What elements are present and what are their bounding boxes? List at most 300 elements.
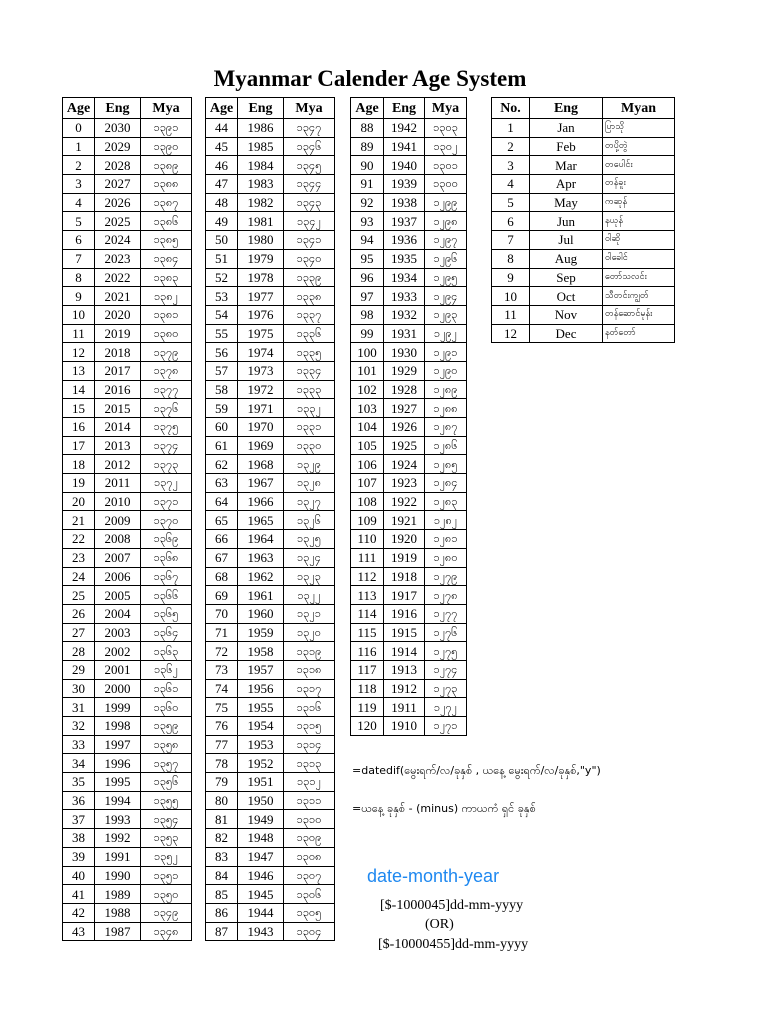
eng-year-cell: 1962: [238, 567, 284, 586]
table-row: [63, 492, 192, 511]
age-cell: 103: [351, 399, 384, 418]
mya-year-cell: ၁၂၉၈: [425, 212, 467, 231]
eng-year-cell: 1917: [384, 586, 425, 605]
eng-year-cell: 1912: [384, 679, 425, 698]
age-cell: 31: [63, 698, 95, 717]
mya-year-cell: ၁၃၄၁: [284, 231, 335, 250]
eng-year-cell: 1918: [384, 567, 425, 586]
eng-year-cell: 1971: [238, 399, 284, 418]
table-row: [63, 735, 192, 754]
eng-year-cell: 1997: [95, 735, 141, 754]
table-row: [63, 866, 192, 885]
age-cell: 72: [206, 642, 238, 661]
eng-year-cell: 1911: [384, 698, 425, 717]
myan-month-cell: နယုန်: [603, 212, 675, 231]
age-cell: 8: [63, 268, 95, 287]
mya-year-cell: ၁၃၀၁: [425, 156, 467, 175]
age-cell: 12: [63, 343, 95, 362]
mya-year-cell: ၁၃၁၄: [284, 735, 335, 754]
eng-year-cell: 1951: [238, 773, 284, 792]
age-cell: 71: [206, 623, 238, 642]
table-row: [206, 119, 335, 138]
eng-year-cell: 1981: [238, 212, 284, 231]
table-row: [206, 380, 335, 399]
age-cell: 42: [63, 903, 95, 922]
eng-year-cell: 2009: [95, 511, 141, 530]
table-row: [206, 604, 335, 623]
age-cell: 81: [206, 810, 238, 829]
age-cell: 104: [351, 418, 384, 437]
mya-year-cell: ၁၃၃၇: [284, 305, 335, 324]
eng-year-cell: 1976: [238, 305, 284, 324]
mya-year-cell: ၁၃၃၅: [284, 343, 335, 362]
table-row: [206, 922, 335, 941]
table-row: [206, 903, 335, 922]
age-cell: 4: [63, 193, 95, 212]
table-row: [63, 586, 192, 605]
table-row: [63, 268, 192, 287]
age-cell: 62: [206, 455, 238, 474]
eng-year-cell: 1936: [384, 231, 425, 250]
mya-year-cell: ၁၃၆၇: [141, 567, 192, 586]
myan-month-cell: တန်ခူး: [603, 175, 675, 194]
mya-year-cell: ၁၃၉၁: [141, 119, 192, 138]
table-row: [351, 156, 467, 175]
age-cell: 56: [206, 343, 238, 362]
age-cell: 85: [206, 885, 238, 904]
table-row: [63, 249, 192, 268]
age-header: Age: [206, 98, 238, 119]
eng-year-cell: 2023: [95, 249, 141, 268]
eng-year-cell: 1975: [238, 324, 284, 343]
eng-year-cell: 1983: [238, 175, 284, 194]
mya-year-cell: ၁၃၄၆: [284, 137, 335, 156]
mya-year-cell: ၁၃၄၃: [284, 193, 335, 212]
mya-year-cell: ၁၃၅၉: [141, 717, 192, 736]
mya-year-cell: ၁၃၁၁: [284, 791, 335, 810]
age-cell: 39: [63, 847, 95, 866]
eng-year-cell: 2007: [95, 548, 141, 567]
age-cell: 2: [63, 156, 95, 175]
table-row: [351, 679, 467, 698]
eng-year-cell: 1939: [384, 175, 425, 194]
eng-year-cell: 2015: [95, 399, 141, 418]
mya-year-cell: ၁၃၃၆: [284, 324, 335, 343]
age-cell: 30: [63, 679, 95, 698]
mya-year-cell: ၁၃၁၈: [284, 660, 335, 679]
mya-year-cell: ၁၃၈၉: [141, 156, 192, 175]
table-row: [351, 137, 467, 156]
month-number-cell: 6: [492, 212, 530, 231]
eng-year-cell: 1982: [238, 193, 284, 212]
mya-year-cell: ၁၂၈၇: [425, 418, 467, 437]
eng-year-cell: 2005: [95, 586, 141, 605]
age-cell: 114: [351, 604, 384, 623]
mya-year-cell: ၁၃၁၆: [284, 698, 335, 717]
table-row: [351, 361, 467, 380]
table-row: [492, 193, 675, 212]
age-cell: 35: [63, 773, 95, 792]
age-cell: 86: [206, 903, 238, 922]
table-row: [63, 810, 192, 829]
mya-year-cell: ၁၃၁၅: [284, 717, 335, 736]
mya-year-cell: ၁၃၀၆: [284, 885, 335, 904]
age-cell: 65: [206, 511, 238, 530]
table-row: [63, 530, 192, 549]
eng-month-cell: Mar: [530, 156, 603, 175]
eng-year-cell: 1965: [238, 511, 284, 530]
table-row: [63, 474, 192, 493]
mya-year-cell: ၁၂၉၆: [425, 249, 467, 268]
eng-year-cell: 1910: [384, 717, 425, 736]
myan-month-cell: သီတင်းကျွတ်: [603, 287, 675, 306]
table-row: [206, 885, 335, 904]
eng-year-cell: 1945: [238, 885, 284, 904]
table-row: [63, 287, 192, 306]
eng-year-cell: 2019: [95, 324, 141, 343]
eng-month-cell: Apr: [530, 175, 603, 194]
table-row: [63, 754, 192, 773]
eng-year-cell: 1953: [238, 735, 284, 754]
eng-year-cell: 1980: [238, 231, 284, 250]
eng-year-cell: 2022: [95, 268, 141, 287]
age-cell: 3: [63, 175, 95, 194]
eng-year-cell: 2016: [95, 380, 141, 399]
age-cell: 1: [63, 137, 95, 156]
eng-year-cell: 2017: [95, 361, 141, 380]
eng-year-cell: 1961: [238, 586, 284, 605]
age-cell: 82: [206, 829, 238, 848]
mya-year-cell: ၁၂၈၁: [425, 530, 467, 549]
mya-year-cell: ၁၂၇၇: [425, 604, 467, 623]
age-cell: 77: [206, 735, 238, 754]
eng-year-cell: 1931: [384, 324, 425, 343]
age-cell: 34: [63, 754, 95, 773]
table-row: [351, 418, 467, 437]
age-cell: 46: [206, 156, 238, 175]
eng-year-cell: 1990: [95, 866, 141, 885]
table-row: [206, 492, 335, 511]
eng-year-cell: 2011: [95, 474, 141, 493]
table-row: [351, 193, 467, 212]
myan-month-cell: နတ်တော်: [603, 324, 675, 343]
age-cell: 97: [351, 287, 384, 306]
eng-year-cell: 1934: [384, 268, 425, 287]
age-cell: 110: [351, 530, 384, 549]
table-row: [63, 418, 192, 437]
eng-year-cell: 1986: [238, 119, 284, 138]
age-cell: 76: [206, 717, 238, 736]
age-table-88-120: [350, 97, 467, 736]
table-row: [63, 305, 192, 324]
table-row: [63, 324, 192, 343]
mya-year-cell: ၁၃၆၃: [141, 642, 192, 661]
eng-year-cell: 1960: [238, 604, 284, 623]
eng-month-cell: Nov: [530, 305, 603, 324]
eng-year-cell: 1955: [238, 698, 284, 717]
eng-year-cell: 2012: [95, 455, 141, 474]
table-row: [63, 455, 192, 474]
table-row: [206, 754, 335, 773]
table-row: [492, 156, 675, 175]
eng-year-cell: 2020: [95, 305, 141, 324]
eng-year-cell: 2000: [95, 679, 141, 698]
age-cell: 63: [206, 474, 238, 493]
table-row: [351, 698, 467, 717]
table-row: [63, 343, 192, 362]
age-cell: 37: [63, 810, 95, 829]
table-row: [63, 679, 192, 698]
age-cell: 45: [206, 137, 238, 156]
table-row: [351, 660, 467, 679]
mya-year-cell: ၁၃၃၁: [284, 418, 335, 437]
eng-year-cell: 1957: [238, 660, 284, 679]
eng-year-cell: 1947: [238, 847, 284, 866]
table-row: [492, 119, 675, 138]
table-row: [351, 212, 467, 231]
eng-year-cell: 2002: [95, 642, 141, 661]
mya-year-cell: ၁၃၃၄: [284, 361, 335, 380]
eng-month-cell: Jan: [530, 119, 603, 138]
table-row: [492, 175, 675, 194]
age-cell: 112: [351, 567, 384, 586]
table-row: [63, 623, 192, 642]
eng-year-cell: 1994: [95, 791, 141, 810]
table-row: [63, 436, 192, 455]
mya-year-cell: ၁၃၂၄: [284, 548, 335, 567]
age-cell: 70: [206, 604, 238, 623]
table-row: [206, 324, 335, 343]
eng-year-cell: 2028: [95, 156, 141, 175]
table-row: [351, 717, 467, 736]
eng-year-cell: 2024: [95, 231, 141, 250]
mya-year-cell: ၁၃၀၇: [284, 866, 335, 885]
table-row: [206, 660, 335, 679]
mya-year-cell: ၁၃၀၅: [284, 903, 335, 922]
table-row: [351, 530, 467, 549]
myan-month-cell: တော်သလင်း: [603, 268, 675, 287]
mya-year-cell: ၁၃၈၃: [141, 268, 192, 287]
mya-year-cell: ၁၃၃၂: [284, 399, 335, 418]
table-row: [206, 212, 335, 231]
mya-year-cell: ၁၂၈၀: [425, 548, 467, 567]
age-cell: 0: [63, 119, 95, 138]
age-cell: 101: [351, 361, 384, 380]
age-cell: 13: [63, 361, 95, 380]
mya-year-cell: ၁၂၈၆: [425, 436, 467, 455]
table-row: [206, 361, 335, 380]
mya-year-cell: ၁၃၄၀: [284, 249, 335, 268]
eng-month-cell: Feb: [530, 137, 603, 156]
age-cell: 106: [351, 455, 384, 474]
table-row: [492, 324, 675, 343]
age-cell: 14: [63, 380, 95, 399]
age-cell: 23: [63, 548, 95, 567]
eng-year-cell: 2003: [95, 623, 141, 642]
eng-year-cell: 1922: [384, 492, 425, 511]
eng-year-cell: 2013: [95, 436, 141, 455]
age-cell: 21: [63, 511, 95, 530]
table-row: [63, 885, 192, 904]
table-row: [206, 717, 335, 736]
mya-year-cell: ၁၃၆၀: [141, 698, 192, 717]
mya-year-cell: ၁၃၆၁: [141, 679, 192, 698]
mya-year-cell: ၁၃၅၁: [141, 866, 192, 885]
eng-month-cell: Oct: [530, 287, 603, 306]
month-number-cell: 11: [492, 305, 530, 324]
eng-year-cell: 2004: [95, 604, 141, 623]
myan-month-header: Myan: [603, 98, 675, 119]
mya-year-cell: ၁၃၇၇: [141, 380, 192, 399]
eng-year-cell: 1914: [384, 642, 425, 661]
table-row: [206, 231, 335, 250]
table-row: [206, 474, 335, 493]
mya-year-cell: ၁၃၇၁: [141, 492, 192, 511]
mya-year-cell: ၁၃၉၀: [141, 137, 192, 156]
table-row: [63, 548, 192, 567]
mya-year-cell: ၁၂၇၁: [425, 717, 467, 736]
mya-year-cell: ၁၂၇၅: [425, 642, 467, 661]
table-row: [206, 343, 335, 362]
eng-year-cell: 2008: [95, 530, 141, 549]
table-row: [492, 212, 675, 231]
mya-year-cell: ၁၃၇၀: [141, 511, 192, 530]
age-cell: 93: [351, 212, 384, 231]
mya-year-cell: ၁၂၉၂: [425, 324, 467, 343]
or-label: (OR): [425, 917, 454, 932]
eng-year-cell: 1924: [384, 455, 425, 474]
month-number-cell: 1: [492, 119, 530, 138]
age-cell: 87: [206, 922, 238, 941]
month-number-cell: 3: [492, 156, 530, 175]
eng-year-cell: 1989: [95, 885, 141, 904]
mya-year-cell: ၁၃၅၈: [141, 735, 192, 754]
eng-year-cell: 1952: [238, 754, 284, 773]
table-row: [351, 119, 467, 138]
age-cell: 22: [63, 530, 95, 549]
mya-year-cell: ၁၃၈၅: [141, 231, 192, 250]
mya-year-cell: ၁၂၇၂: [425, 698, 467, 717]
table-row: [351, 175, 467, 194]
eng-year-cell: 1940: [384, 156, 425, 175]
eng-year-cell: 2006: [95, 567, 141, 586]
eng-year-cell: 1970: [238, 418, 284, 437]
eng-year-cell: 1977: [238, 287, 284, 306]
mya-year-cell: ၁၃၈၇: [141, 193, 192, 212]
table-row: [351, 249, 467, 268]
eng-month-cell: Aug: [530, 249, 603, 268]
eng-year-cell: 1964: [238, 530, 284, 549]
table-row: [206, 287, 335, 306]
eng-year-cell: 1919: [384, 548, 425, 567]
mya-year-cell: ၁၃၀၀: [425, 175, 467, 194]
mya-year-cell: ၁၃၁၇: [284, 679, 335, 698]
table-row: [351, 436, 467, 455]
eng-year-cell: 1950: [238, 791, 284, 810]
eng-year-cell: 1916: [384, 604, 425, 623]
eng-year-cell: 1927: [384, 399, 425, 418]
table-row: [351, 511, 467, 530]
eng-year-cell: 1992: [95, 829, 141, 848]
mya-year-cell: ၁၂၇၆: [425, 623, 467, 642]
age-cell: 92: [351, 193, 384, 212]
mya-year-cell: ၁၃၅၃: [141, 829, 192, 848]
mya-year-cell: ၁၂၉၁: [425, 343, 467, 362]
age-cell: 40: [63, 866, 95, 885]
age-cell: 111: [351, 548, 384, 567]
table-row: [63, 604, 192, 623]
table-row: [206, 193, 335, 212]
age-cell: 100: [351, 343, 384, 362]
eng-year-cell: 1913: [384, 660, 425, 679]
table-row: [63, 717, 192, 736]
mya-year-cell: ၁၃၀၃: [425, 119, 467, 138]
mya-year-cell: ၁၃၂၀: [284, 623, 335, 642]
mya-year-cell: ၁၃၂၃: [284, 567, 335, 586]
age-cell: 120: [351, 717, 384, 736]
table-row: [206, 773, 335, 792]
mya-year-cell: ၁၃၅၀: [141, 885, 192, 904]
eng-year-cell: 1926: [384, 418, 425, 437]
eng-year-cell: 2010: [95, 492, 141, 511]
month-number-cell: 10: [492, 287, 530, 306]
age-cell: 33: [63, 735, 95, 754]
age-cell: 53: [206, 287, 238, 306]
age-cell: 36: [63, 791, 95, 810]
age-cell: 29: [63, 660, 95, 679]
age-cell: 119: [351, 698, 384, 717]
age-cell: 69: [206, 586, 238, 605]
age-cell: 11: [63, 324, 95, 343]
age-cell: 25: [63, 586, 95, 605]
age-cell: 55: [206, 324, 238, 343]
eng-year-cell: 2030: [95, 119, 141, 138]
table-row: [206, 511, 335, 530]
date-format-2: [$-10000455]dd-mm-yyyy: [378, 937, 529, 952]
mya-year-cell: ၁၃၅၂: [141, 847, 192, 866]
month-table: [491, 97, 675, 343]
age-cell: 118: [351, 679, 384, 698]
eng-year-cell: 1969: [238, 436, 284, 455]
header-row: [63, 98, 192, 119]
eng-year-cell: 1920: [384, 530, 425, 549]
age-cell: 48: [206, 193, 238, 212]
eng-month-header: Eng: [530, 98, 603, 119]
eng-year-cell: 1988: [95, 903, 141, 922]
mya-year-cell: ၁၃၄၈: [141, 922, 192, 941]
eng-year-cell: 1956: [238, 679, 284, 698]
mya-year-cell: ၁၂၇၉: [425, 567, 467, 586]
table-row: [63, 829, 192, 848]
table-row: [351, 474, 467, 493]
table-row: [206, 530, 335, 549]
table-row: [351, 324, 467, 343]
myan-month-cell: တပေါင်း: [603, 156, 675, 175]
age-cell: 116: [351, 642, 384, 661]
age-cell: 113: [351, 586, 384, 605]
table-row: [206, 418, 335, 437]
table-row: [206, 548, 335, 567]
table-row: [63, 567, 192, 586]
age-cell: 80: [206, 791, 238, 810]
mya-year-cell: ၁၂၉၃: [425, 305, 467, 324]
age-header: Age: [63, 98, 95, 119]
myan-month-cell: ဝါခေါင်: [603, 249, 675, 268]
month-number-cell: 5: [492, 193, 530, 212]
age-cell: 73: [206, 660, 238, 679]
month-number-cell: 12: [492, 324, 530, 343]
mya-year-cell: ၁၃၆၉: [141, 530, 192, 549]
